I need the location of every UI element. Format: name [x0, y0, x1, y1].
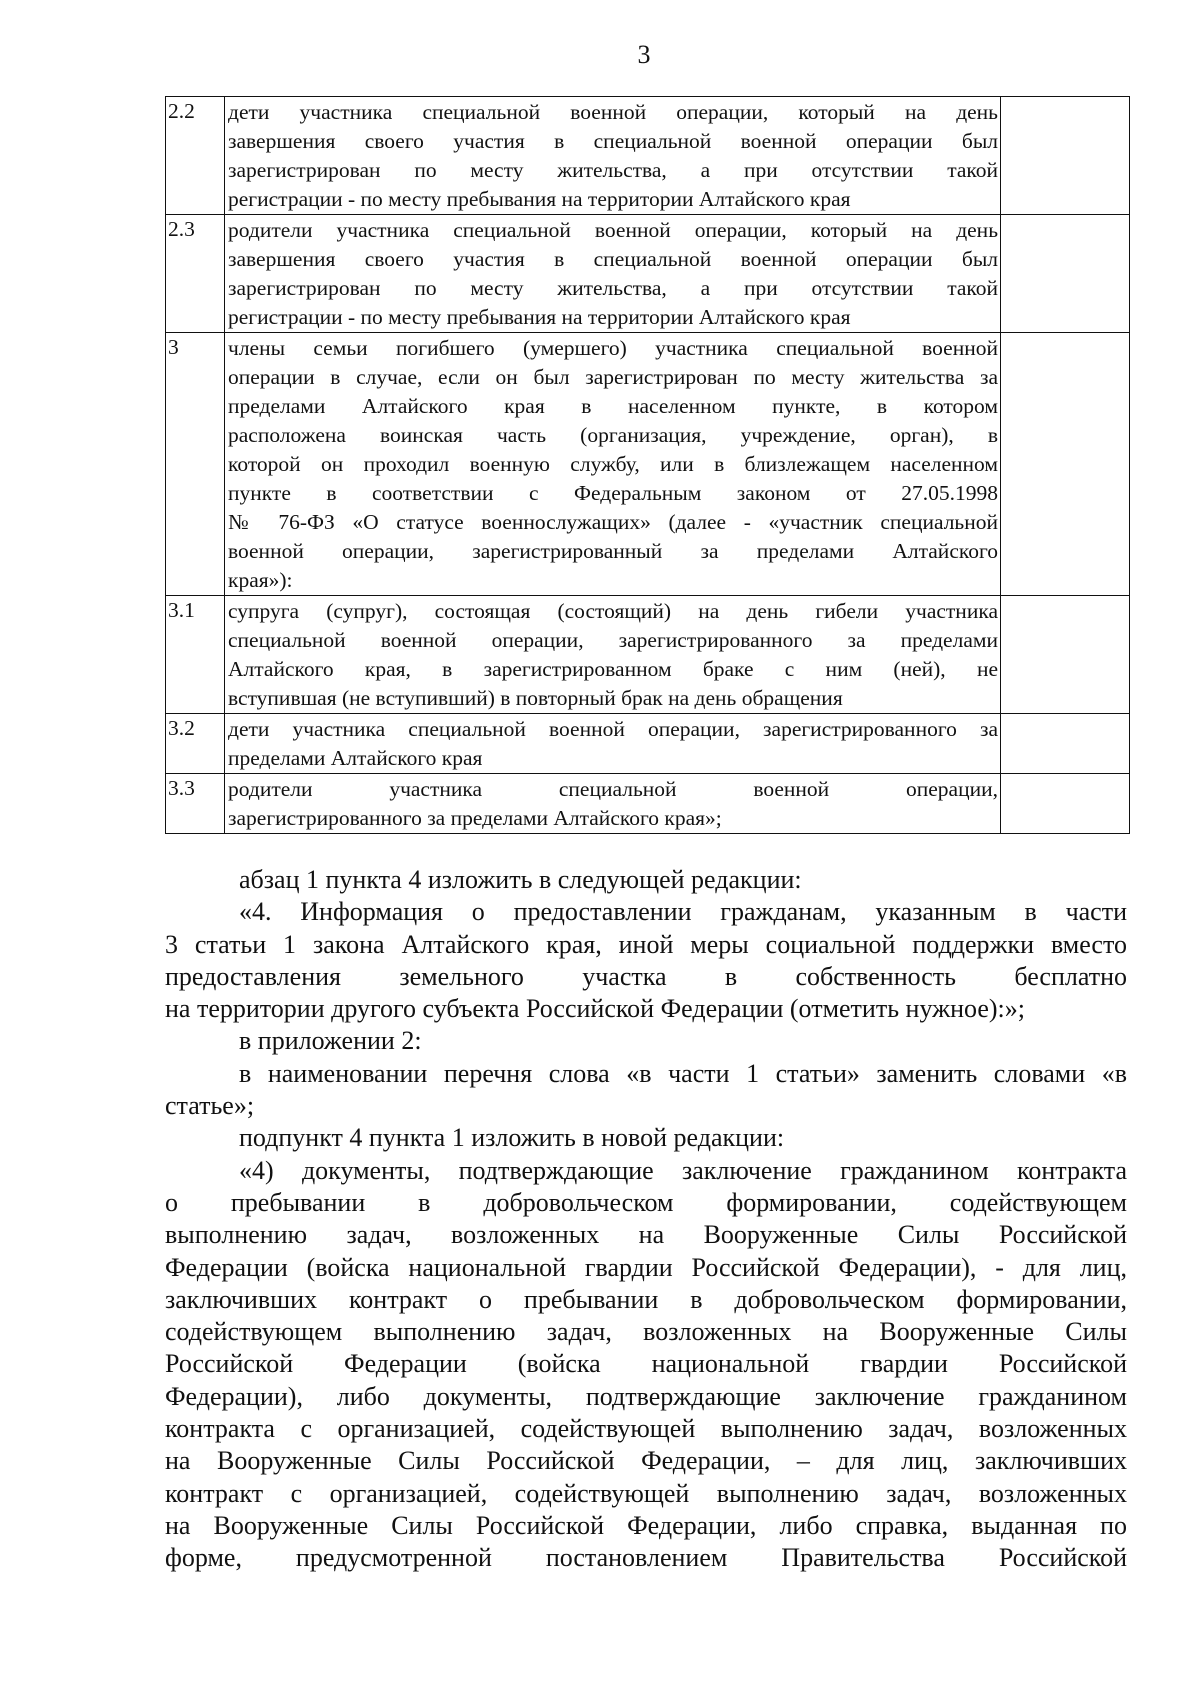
paragraph-line: «4. Информация о предоставлении гражданам, указанным в части — [239, 897, 1127, 927]
paragraph-line: на Вооруженные Силы Российской Федерации, либо справка, выданная по — [165, 1510, 1127, 1540]
page-number: 3 — [637, 40, 651, 69]
row-mark-cell — [1001, 97, 1130, 215]
paragraph — [165, 896, 1127, 1025]
row-text-line: регистрации - по месту пребывания на территории Алтайского края — [228, 187, 851, 211]
row-mark-cell — [1001, 596, 1130, 714]
row-number: 3 — [166, 333, 225, 596]
paragraph-line: Российской Федерации (войска национальной гвардии Российской — [165, 1349, 1127, 1379]
paragraph-line: содействующем выполнению задач, возложенных на Вооруженные Силы — [165, 1317, 1127, 1347]
paragraph-line: о пребывании в добровольческом формировании, содействующем — [165, 1187, 1127, 1217]
table-row — [166, 97, 1130, 215]
paragraph-line: на Вооруженные Силы Российской Федерации, – для лиц, заключивших — [165, 1446, 1127, 1476]
paragraph-line: контракт с организацией, содействующей выполнению задач, возложенных — [165, 1478, 1127, 1508]
paragraph-line: выполнению задач, возложенных на Вооруженные Силы Российской — [165, 1220, 1127, 1250]
paragraph-line: в наименовании перечня слова «в части 1 статьи» заменить словами «в — [239, 1058, 1127, 1088]
row-mark-cell — [1001, 714, 1130, 774]
row-number: 2.3 — [166, 215, 225, 333]
paragraph-line: заключивших контракт о пребывании в добровольческом формировании, — [165, 1284, 1127, 1314]
row-text-line: родители участника специальной военной операции, который на день — [228, 218, 998, 242]
table-row — [166, 215, 1130, 333]
row-number: 3.1 — [166, 596, 225, 714]
paragraph-line: в приложении 2: — [239, 1026, 422, 1056]
paragraph-line: Федерации (войска национальной гвардии Российской Федерации), - для лиц, — [165, 1252, 1127, 1282]
row-text-line: вступившая (не вступивший) в повторный брак на день обращения — [228, 686, 843, 710]
row-text-line: пределами Алтайского края в населенном пункте, в котором — [228, 394, 998, 418]
paragraph-line: 3 статьи 1 закона Алтайского края, иной меры социальной поддержки вместо — [165, 929, 1127, 959]
paragraph-line: «4) документы, подтверждающие заключение гражданином контракта — [239, 1155, 1127, 1185]
paragraph — [165, 1058, 1127, 1123]
row-text-line: завершения своего участия в специальной военной операции был — [228, 129, 998, 153]
row-text — [225, 714, 1001, 774]
paragraph — [165, 1155, 1127, 1575]
row-text — [225, 97, 1001, 215]
paragraph-line: форме, предусмотренной постановлением Правительства Российской — [165, 1543, 1127, 1573]
row-text-line: операции в случае, если он был зарегистрирован по месту жительства за — [228, 365, 998, 389]
row-text-line: супруга (супруг), состоящая (состоящий) на день гибели участника — [228, 599, 998, 623]
row-number: 3.3 — [166, 774, 225, 834]
paragraph — [165, 1025, 1127, 1057]
paragraph-line: на территории другого субъекта Российской Федерации (отметить нужное):»; — [165, 994, 1025, 1024]
row-text-line: зарегистрирован по месту жительства, а при отсутствии такой — [228, 158, 998, 182]
table-row — [166, 596, 1130, 714]
row-text-line: завершения своего участия в специальной военной операции был — [228, 247, 998, 271]
table-row — [166, 333, 1130, 596]
row-text-line: пункте в соответствии с Федеральным законом от 27.05.1998 — [228, 481, 998, 505]
paragraph-line: статье»; — [165, 1091, 255, 1121]
body-text — [165, 864, 1127, 1575]
row-text-line: которой он проходил военную службу, или в близлежащем населенном — [228, 452, 998, 476]
paragraph — [165, 1122, 1127, 1154]
row-text-line: Алтайского края, в зарегистрированном браке с ним (ней), не — [228, 657, 998, 681]
row-text-line: расположена воинская часть (организация, учреждение, орган), в — [228, 423, 998, 447]
row-text-line: зарегистрированного за пределами Алтайского края»; — [228, 806, 722, 830]
row-text — [225, 215, 1001, 333]
row-text-line: родители участника специальной военной операции, — [228, 777, 998, 801]
paragraph — [165, 864, 1127, 896]
items-table — [165, 96, 1130, 834]
table-row — [166, 714, 1130, 774]
row-text-line: № 76-ФЗ «О статусе военнослужащих» (далее - «участник специальной — [228, 510, 998, 534]
row-text-line: члены семьи погибшего (умершего) участника специальной военной — [228, 336, 998, 360]
paragraph-line: Федерации), либо документы, подтверждающие заключение гражданином — [165, 1381, 1127, 1411]
row-mark-cell — [1001, 774, 1130, 834]
row-text-line: дети участника специальной военной операции, который на день — [228, 100, 998, 124]
paragraph-line: контракта с организацией, содействующей выполнению задач, возложенных — [165, 1414, 1127, 1444]
row-number: 3.2 — [166, 714, 225, 774]
table-row — [166, 774, 1130, 834]
paragraph-line: предоставления земельного участка в собственность бесплатно — [165, 961, 1127, 991]
row-text — [225, 333, 1001, 596]
row-text-line: регистрации - по месту пребывания на территории Алтайского края — [228, 305, 851, 329]
row-text-line: края»): — [228, 568, 293, 592]
row-number: 2.2 — [166, 97, 225, 215]
paragraph-line: подпункт 4 пункта 1 изложить в новой редакции: — [239, 1123, 785, 1153]
row-text — [225, 774, 1001, 834]
row-text — [225, 596, 1001, 714]
paragraph-line: абзац 1 пункта 4 изложить в следующей редакции: — [239, 865, 802, 894]
row-text-line: пределами Алтайского края — [228, 746, 483, 770]
row-text-line: военной операции, зарегистрированный за пределами Алтайского — [228, 539, 998, 563]
row-mark-cell — [1001, 215, 1130, 333]
row-text-line: дети участника специальной военной операции, зарегистрированного за — [228, 717, 998, 741]
row-text-line: зарегистрирован по месту жительства, а при отсутствии такой — [228, 276, 998, 300]
row-text-line: специальной военной операции, зарегистрированного за пределами — [228, 628, 998, 652]
row-mark-cell — [1001, 333, 1130, 596]
